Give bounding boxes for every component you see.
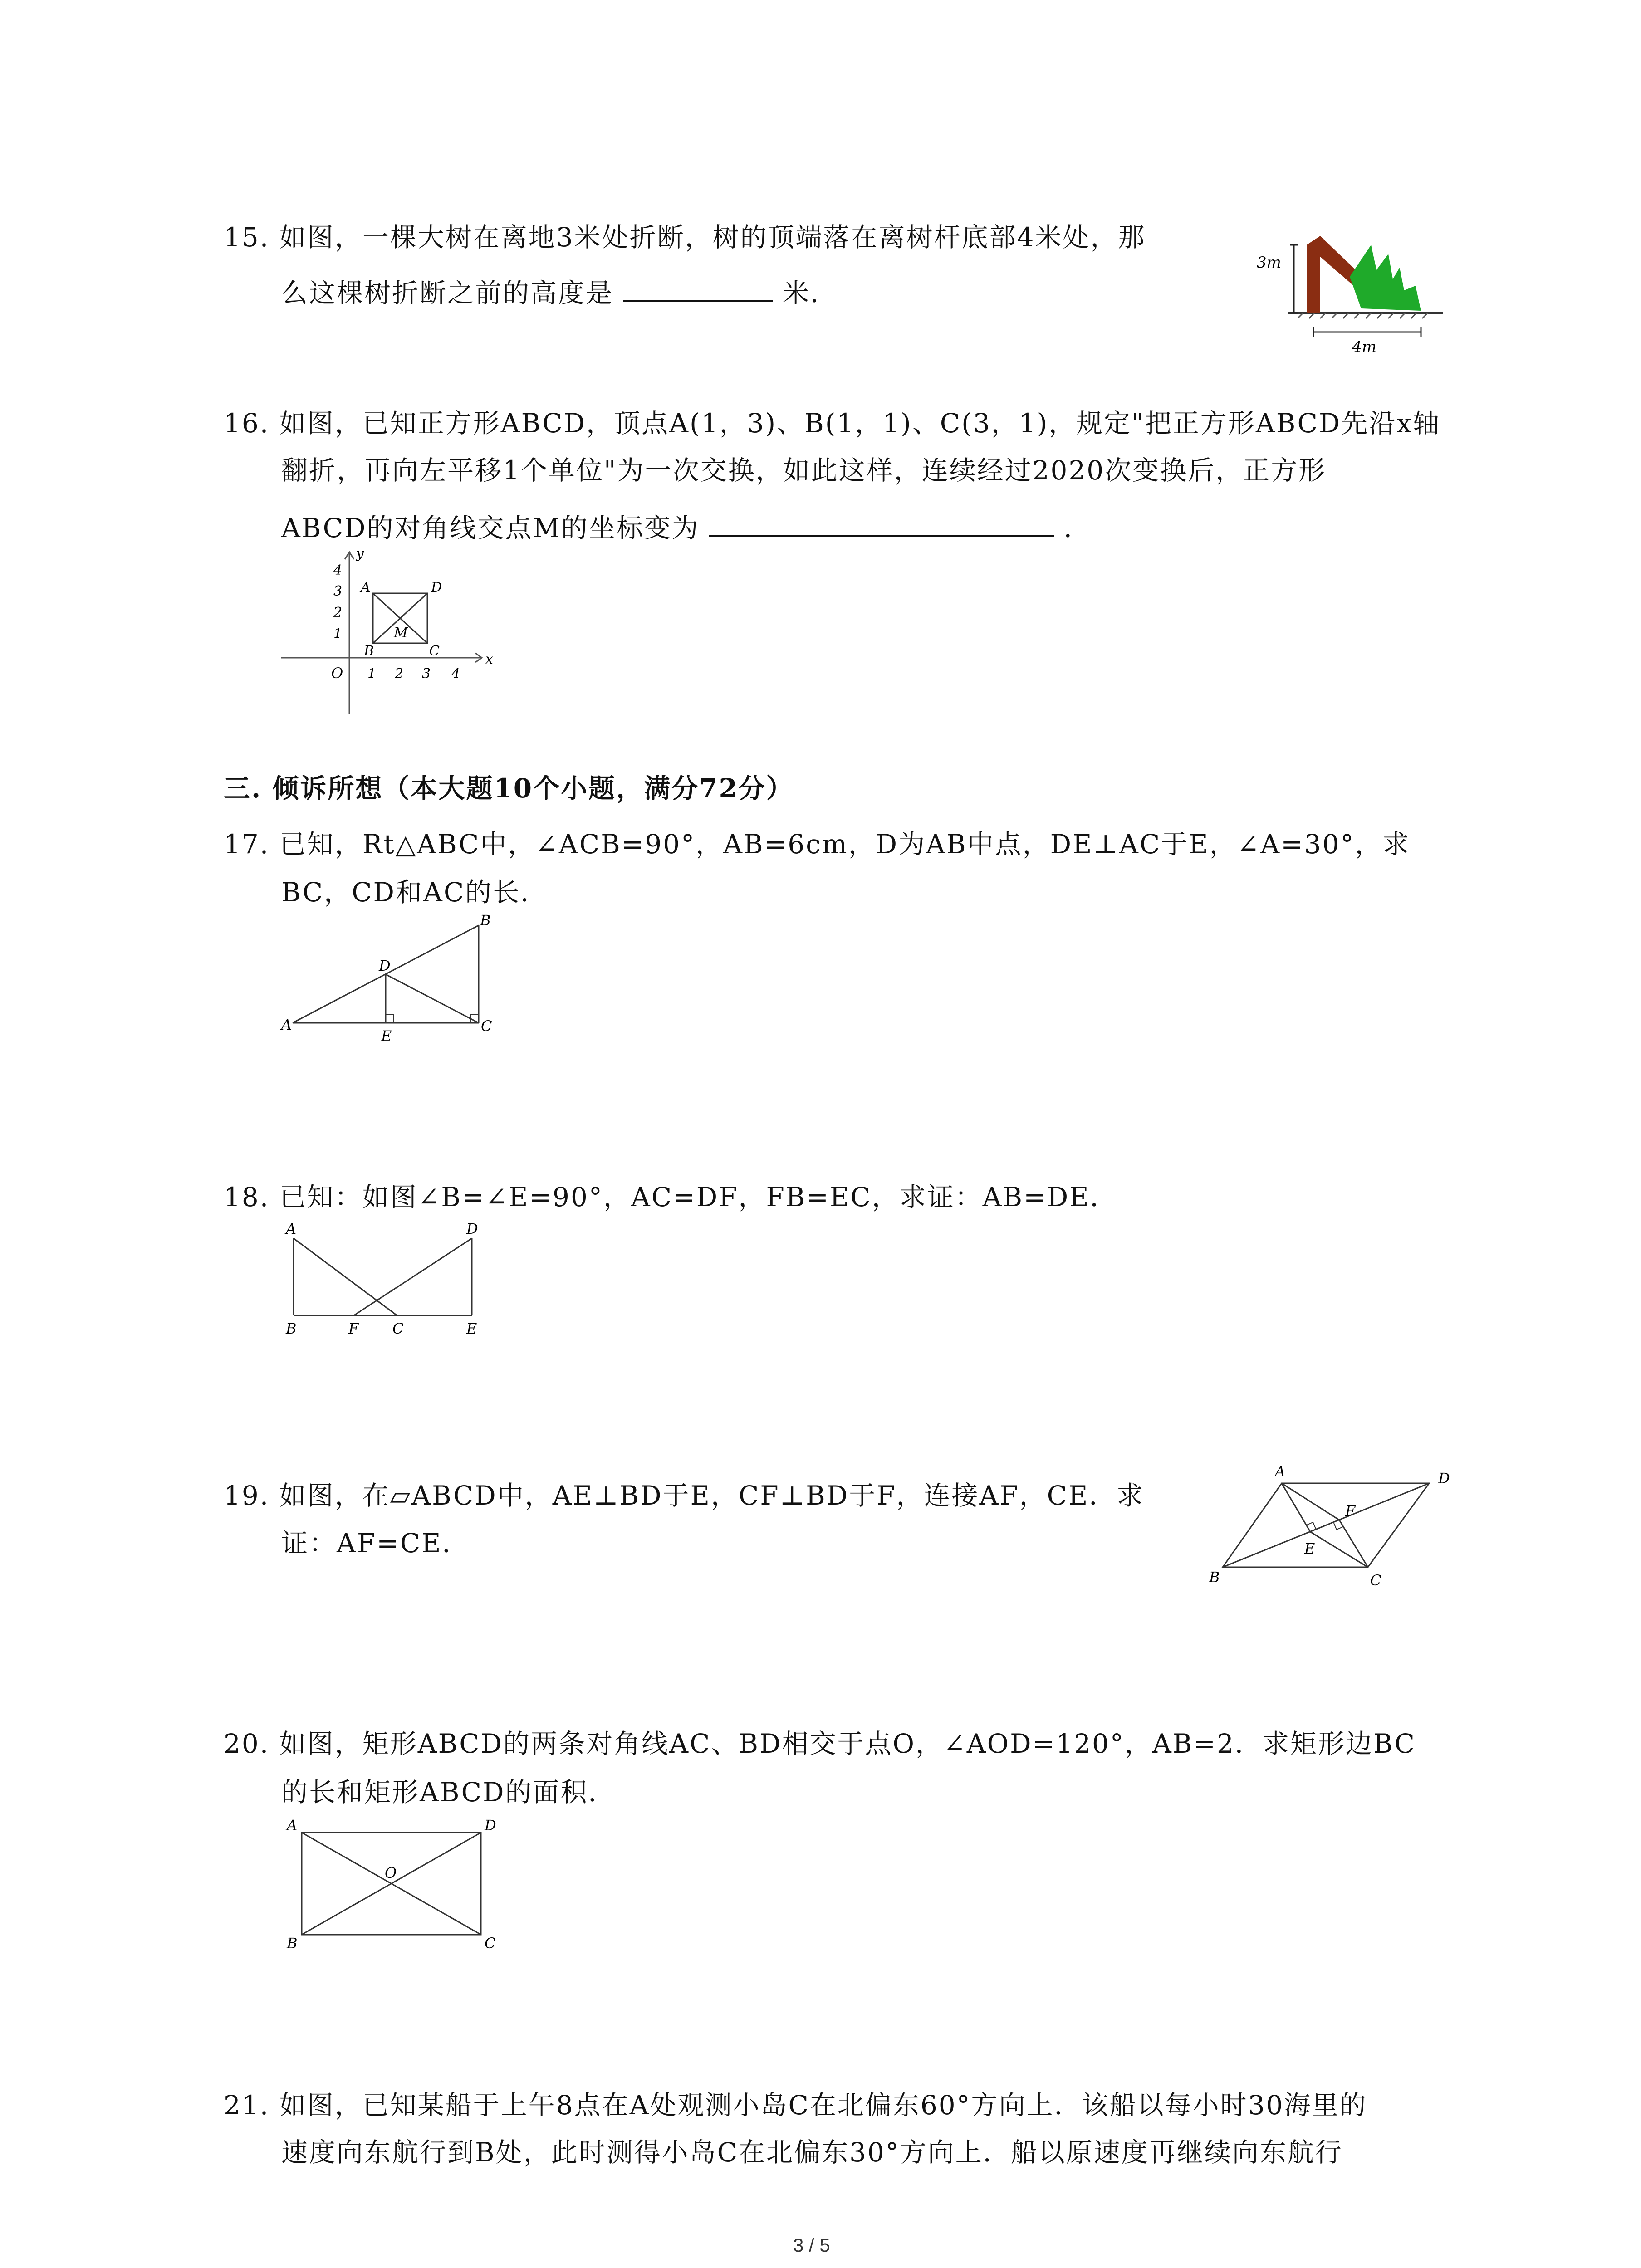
segment-dc bbox=[386, 974, 479, 1023]
q16-text-2: 翻折，再向左平移1个单位"为一次交换，如此这样，连续经过2020次变换后，正方形 bbox=[281, 455, 1327, 486]
q21-line1 bbox=[224, 2090, 1367, 2121]
q15-text-1: 如图，一棵大树在离地3米处折断，树的顶端落在离树杆底部4米处，那 bbox=[279, 222, 1146, 253]
label-d: D bbox=[379, 957, 391, 974]
q15-broken-tree-figure bbox=[1252, 200, 1461, 363]
q19-number: 19. bbox=[224, 1480, 270, 1511]
q19-text-2: 证：AF=CE． bbox=[281, 1528, 470, 1559]
label-d: D bbox=[485, 1817, 496, 1834]
q17-triangle-figure bbox=[277, 914, 513, 1050]
label-a: A bbox=[281, 1016, 292, 1033]
q16-text-3: ABCD的对角线交点M的坐标变为 bbox=[281, 513, 700, 543]
q16-answer-blank[interactable] bbox=[709, 509, 1054, 537]
label-a: A bbox=[287, 1817, 298, 1834]
q16-line1 bbox=[224, 408, 1441, 439]
segment-cf bbox=[1339, 1520, 1368, 1567]
x-tick-2: 2 bbox=[395, 666, 404, 682]
q17-number: 17. bbox=[224, 829, 270, 860]
y-tick-3: 3 bbox=[333, 583, 343, 599]
q20-rectangle-figure bbox=[277, 1810, 513, 1960]
q18-triangles-figure bbox=[277, 1218, 495, 1340]
q21-number: 21. bbox=[224, 2090, 270, 2121]
label-d: D bbox=[466, 1220, 478, 1237]
segment-af bbox=[1282, 1483, 1339, 1520]
q17-text-1: 已知，Rt△ABC中，∠ACB=90°，AB=6cm，D为AB中点，DE⊥AC于E，∠A=30°，求 bbox=[279, 829, 1411, 860]
q20-number: 20. bbox=[224, 1728, 270, 1759]
q19-line2 bbox=[281, 1528, 470, 1559]
label-e: E bbox=[1304, 1540, 1315, 1557]
q21-line2 bbox=[281, 2137, 1343, 2168]
q17-text-2: BC，CD和AC的长． bbox=[281, 877, 549, 908]
q18-number: 18. bbox=[224, 1182, 270, 1212]
label-c: C bbox=[485, 1935, 496, 1952]
label-m: M bbox=[394, 625, 408, 641]
label-e: E bbox=[466, 1320, 477, 1337]
label-a: A bbox=[361, 580, 371, 596]
q16-coordinate-figure bbox=[277, 547, 504, 719]
q20-text-1: 如图，矩形ABCD的两条对角线AC、BD相交于点O，∠AOD=120°，AB=2．求矩形边BC bbox=[279, 1728, 1416, 1759]
x-tick-3: 3 bbox=[422, 666, 431, 682]
label-c: C bbox=[1370, 1572, 1381, 1589]
label-b: B bbox=[1209, 1569, 1220, 1586]
label-o: O bbox=[385, 1864, 397, 1882]
y-tick-2: 2 bbox=[333, 605, 343, 621]
q18-line1 bbox=[224, 1184, 1118, 1210]
segment-ac bbox=[294, 1238, 397, 1315]
label-d: D bbox=[431, 580, 442, 596]
q20-text-2: 的长和矩形ABCD的面积． bbox=[281, 1777, 616, 1808]
q15-number: 15. bbox=[224, 222, 270, 253]
label-f: F bbox=[348, 1320, 359, 1337]
label-f: F bbox=[1345, 1502, 1356, 1520]
q20-line1 bbox=[224, 1730, 1416, 1757]
tree-trunk bbox=[1307, 245, 1320, 313]
label-b: B bbox=[364, 643, 374, 659]
q15-answer-blank[interactable] bbox=[623, 274, 773, 302]
q16-text-4: ． bbox=[1063, 513, 1092, 543]
segment-df bbox=[354, 1238, 472, 1315]
q16-line3 bbox=[281, 509, 1092, 541]
height-label: 3m bbox=[1257, 254, 1281, 272]
q18-text-1: 已知：如图∠B=∠E=90°，AC=DF，FB=EC，求证：AB=DE． bbox=[279, 1182, 1118, 1212]
section-3-title: 三. 倾诉所想（本大题10个小题，满分72分） bbox=[224, 773, 794, 804]
q21-text-2: 速度向东航行到B处，此时测得小岛C在北偏东30°方向上．船以原速度再继续向东航行 bbox=[281, 2137, 1343, 2168]
right-angle-e bbox=[386, 1015, 394, 1023]
label-d: D bbox=[1438, 1470, 1450, 1487]
label-e: E bbox=[381, 1027, 392, 1045]
q19-line1 bbox=[224, 1482, 1144, 1509]
label-a: A bbox=[1275, 1463, 1286, 1480]
label-b: B bbox=[286, 1320, 297, 1337]
x-axis-label: x bbox=[485, 651, 493, 667]
label-c: C bbox=[429, 643, 440, 659]
q17-line2 bbox=[281, 877, 549, 908]
label-a: A bbox=[286, 1220, 297, 1237]
y-tick-4: 4 bbox=[333, 562, 343, 578]
y-axis-label: y bbox=[356, 546, 364, 562]
label-b: B bbox=[480, 912, 491, 929]
tree-crown bbox=[1350, 245, 1421, 311]
distance-label: 4m bbox=[1352, 338, 1376, 356]
label-b: B bbox=[287, 1935, 298, 1952]
q19-parallelogram-figure bbox=[1202, 1461, 1465, 1597]
x-tick-4: 4 bbox=[451, 666, 460, 682]
q15-text-2: 么这棵树折断之前的高度是 bbox=[281, 278, 614, 308]
q21-text-1: 如图，已知某船于上午8点在A处观测小岛C在北偏东60°方向上．该船以每小时30海里的 bbox=[279, 2090, 1367, 2121]
q16-text-1: 如图，已知正方形ABCD，顶点A(1，3)、B(1，1)、C(3，1)，规定"把正方形ABCD先沿x轴 bbox=[279, 408, 1441, 439]
q15-line1 bbox=[224, 222, 1146, 253]
q16-line2 bbox=[281, 457, 1326, 484]
label-c: C bbox=[392, 1320, 404, 1337]
x-tick-1: 1 bbox=[367, 666, 377, 682]
q17-line1 bbox=[224, 829, 1411, 860]
origin-label: O bbox=[331, 665, 343, 682]
segment-ae bbox=[1282, 1483, 1310, 1532]
q19-text-1: 如图，在▱ABCD中，AE⊥BD于E，CF⊥BD于F，连接AF，CE．求 bbox=[279, 1480, 1145, 1511]
q20-line2 bbox=[281, 1777, 616, 1808]
segment-ce bbox=[1310, 1532, 1368, 1567]
page-number: 3 / 5 bbox=[793, 2234, 830, 2256]
q15-text-3: 米． bbox=[782, 278, 838, 308]
q16-number: 16. bbox=[224, 408, 270, 439]
y-tick-1: 1 bbox=[333, 626, 343, 642]
q15-line2 bbox=[281, 274, 838, 306]
label-c: C bbox=[481, 1017, 492, 1035]
